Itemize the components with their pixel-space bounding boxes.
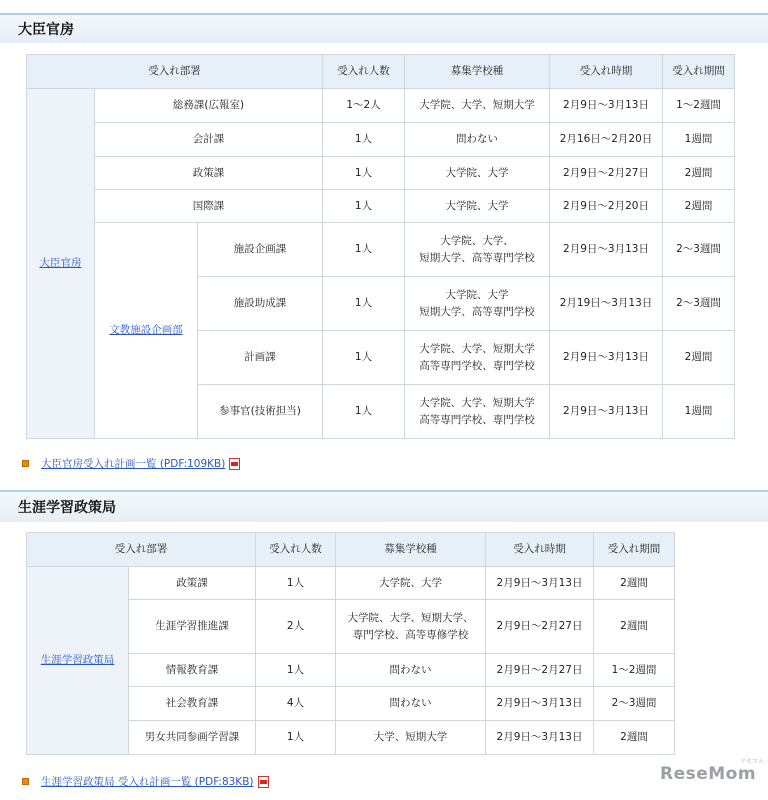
- schools-cell: 大学院、大学、短期大学: [405, 89, 550, 123]
- unit-cell: 参事官(技術担当): [198, 385, 323, 439]
- schools-line: 大学院、大学、短期大学、: [347, 611, 474, 624]
- schools-line: 大学院、大学、短期大学: [419, 396, 535, 409]
- duration-cell: 2週間: [663, 157, 735, 190]
- header-period: 受入れ時期: [550, 55, 663, 89]
- period-cell: 2月9日〜3月13日: [486, 567, 594, 600]
- header-dept: 受入れ部署: [27, 533, 256, 567]
- period-cell: 2月9日〜3月13日: [550, 331, 663, 385]
- duration-cell: 1週間: [663, 123, 735, 157]
- schools-cell: 問わない: [405, 123, 550, 157]
- schools-cell: 大学、短期大学: [336, 721, 486, 755]
- period-cell: 2月9日〜3月13日: [550, 223, 663, 277]
- count-cell: 1〜2人: [323, 89, 405, 123]
- duration-cell: 2週間: [594, 721, 675, 755]
- unit-cell: 総務課(広報室): [95, 89, 323, 123]
- count-cell: 1人: [256, 567, 336, 600]
- count-cell: 4人: [256, 687, 336, 721]
- duration-cell: 1週間: [663, 385, 735, 439]
- count-cell: 1人: [256, 721, 336, 755]
- period-cell: 2月9日〜3月13日: [550, 89, 663, 123]
- schools-cell: [405, 385, 550, 439]
- duration-cell: 2〜3週間: [663, 223, 735, 277]
- bullet-icon: [22, 778, 29, 785]
- header-duration: 受入れ期間: [594, 533, 675, 567]
- duration-cell: 2週間: [663, 331, 735, 385]
- section-title-lifelong-learning: 生涯学習政策局: [0, 490, 768, 522]
- table-row: [27, 157, 735, 190]
- duration-cell: 2〜3週間: [594, 687, 675, 721]
- resemom-logo: ReseMom: [660, 764, 757, 784]
- schools-cell: [405, 223, 550, 277]
- section-title-ministers-secretariat: 大臣官房: [0, 13, 768, 43]
- period-cell: 2月16日〜2月20日: [550, 123, 663, 157]
- schools-cell: [336, 600, 486, 654]
- period-cell: 2月9日〜3月13日: [486, 687, 594, 721]
- table-row: [27, 567, 675, 600]
- ministers-secretariat-pdf-link[interactable]: 大臣官房受入れ計画一覧 (PDF:109KB): [41, 458, 226, 470]
- count-cell: 1人: [323, 223, 405, 277]
- unit-cell: 男女共同参画学習課: [129, 721, 256, 755]
- count-cell: 1人: [323, 123, 405, 157]
- unit-cell: 施設助成課: [198, 277, 323, 331]
- subdept-cell: [95, 223, 198, 439]
- header-count: 受入れ人数: [256, 533, 336, 567]
- dept-cell: [27, 89, 95, 439]
- schools-line: 高等専門学校、専門学校: [419, 413, 535, 426]
- count-cell: 1人: [323, 277, 405, 331]
- unit-cell: 計画課: [198, 331, 323, 385]
- header-duration: 受入れ期間: [663, 55, 735, 89]
- schools-line: 専門学校、高等専修学校: [352, 628, 469, 641]
- duration-cell: 2週間: [594, 567, 675, 600]
- dept-cell: [27, 567, 129, 755]
- table-row: [27, 223, 735, 277]
- schools-cell: 大学院、大学: [336, 567, 486, 600]
- period-cell: 2月19日〜3月13日: [550, 277, 663, 331]
- pdf-icon: [229, 458, 240, 470]
- unit-cell: 社会教育課: [129, 687, 256, 721]
- bullet-icon: [22, 460, 29, 467]
- count-cell: 1人: [323, 385, 405, 439]
- unit-cell: 生涯学習推進課: [129, 600, 256, 654]
- period-cell: 2月9日〜3月13日: [486, 721, 594, 755]
- schools-cell: 大学院、大学: [405, 157, 550, 190]
- duration-cell: 2〜3週間: [663, 277, 735, 331]
- schools-line: 短期大学、高等専門学校: [419, 251, 535, 264]
- table-row: [27, 89, 735, 123]
- schools-line: 大学院、大学、: [440, 234, 514, 247]
- period-cell: 2月9日〜2月27日: [486, 600, 594, 654]
- period-cell: 2月9日〜2月27日: [550, 157, 663, 190]
- schools-line: 高等専門学校、専門学校: [419, 359, 535, 372]
- schools-cell: [405, 331, 550, 385]
- unit-cell: 政策課: [95, 157, 323, 190]
- schools-line: 短期大学、高等専門学校: [419, 305, 535, 318]
- table-row: [27, 190, 735, 223]
- pdf-link-row: [22, 456, 240, 471]
- header-period: 受入れ時期: [486, 533, 594, 567]
- header-count: 受入れ人数: [323, 55, 405, 89]
- count-cell: 1人: [323, 190, 405, 223]
- count-cell: 1人: [256, 654, 336, 687]
- header-dept: 受入れ部署: [27, 55, 323, 89]
- unit-cell: 施設企画課: [198, 223, 323, 277]
- duration-cell: 2週間: [663, 190, 735, 223]
- count-cell: 2人: [256, 600, 336, 654]
- schools-cell: 大学院、大学: [405, 190, 550, 223]
- header-schools: 募集学校種: [336, 533, 486, 567]
- lifelong-learning-pdf-link[interactable]: 生涯学習政策局 受入れ計画一覧 (PDF:83KB): [41, 776, 254, 788]
- count-cell: 1人: [323, 157, 405, 190]
- unit-cell: 国際課: [95, 190, 323, 223]
- schools-line: 大学院、大学、短期大学: [419, 342, 535, 355]
- pdf-link-row: [22, 774, 269, 789]
- count-cell: 1人: [323, 331, 405, 385]
- period-cell: 2月9日〜2月20日: [550, 190, 663, 223]
- ministers-secretariat-link[interactable]: 大臣官房: [39, 257, 82, 269]
- schools-cell: 問わない: [336, 654, 486, 687]
- duration-cell: 1〜2週間: [594, 654, 675, 687]
- facilities-planning-dept-link[interactable]: 文教施設企画部: [109, 324, 183, 336]
- pdf-icon: [258, 776, 269, 788]
- schools-cell: 問わない: [336, 687, 486, 721]
- period-cell: 2月9日〜3月13日: [550, 385, 663, 439]
- lifelong-learning-table: [26, 532, 675, 755]
- unit-cell: 政策課: [129, 567, 256, 600]
- table-row: [27, 123, 735, 157]
- header-schools: 募集学校種: [405, 55, 550, 89]
- ministers-secretariat-table: [26, 54, 735, 439]
- period-cell: 2月9日〜2月27日: [486, 654, 594, 687]
- unit-cell: 情報教育課: [129, 654, 256, 687]
- unit-cell: 会計課: [95, 123, 323, 157]
- duration-cell: 2週間: [594, 600, 675, 654]
- schools-cell: [405, 277, 550, 331]
- duration-cell: 1〜2週間: [663, 89, 735, 123]
- watermark-sub: リセマム: [740, 758, 764, 765]
- schools-line: 大学院、大学: [445, 288, 509, 301]
- lifelong-learning-bureau-link[interactable]: 生涯学習政策局: [40, 654, 115, 666]
